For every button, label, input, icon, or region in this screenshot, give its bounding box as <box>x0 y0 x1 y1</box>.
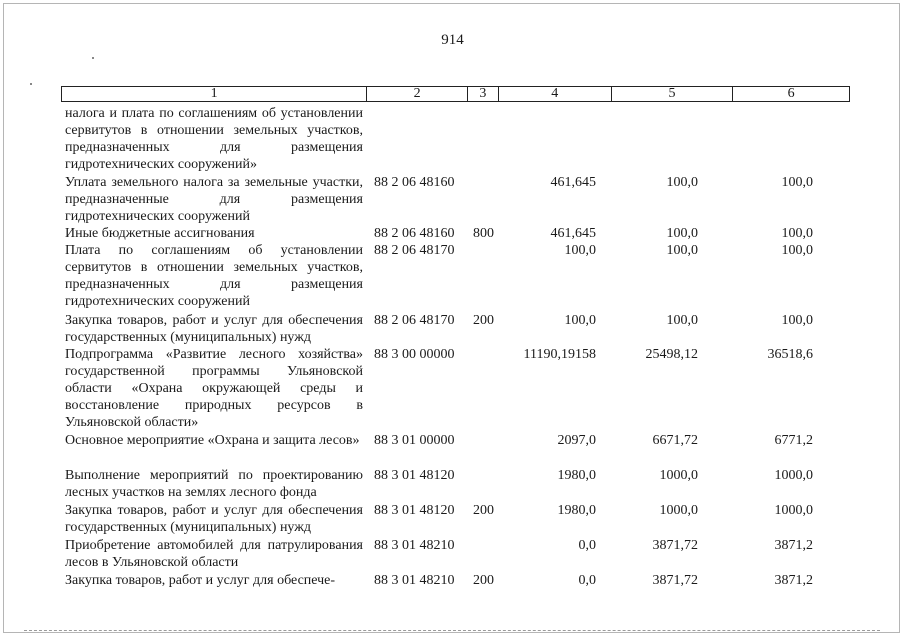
row-vr: 200 <box>473 503 494 518</box>
row-value-col6: 3871,2 <box>774 573 813 588</box>
column-header-1: 1 <box>62 87 367 101</box>
row-value-col5: 6671,72 <box>652 433 698 448</box>
row-value-col4: 461,645 <box>550 226 596 241</box>
row-value-col6: 3871,2 <box>774 538 813 553</box>
row-code: 88 2 06 48160 <box>374 175 455 190</box>
bottom-rule <box>24 630 880 631</box>
row-value-col6: 6771,2 <box>774 433 813 448</box>
row-code: 88 2 06 48160 <box>374 226 455 241</box>
row-name: Закупка товаров, работ и услуг для обеспечения государственных (муниципальных) нужд <box>65 503 363 535</box>
row-value-col6: 100,0 <box>781 226 813 241</box>
row-name: Выполнение мероприятий по проектированию лесных участков на землях лесного фонда <box>65 468 363 500</box>
row-value-col5: 100,0 <box>666 313 698 328</box>
row-vr: 200 <box>473 313 494 328</box>
row-value-col6: 100,0 <box>781 175 813 190</box>
row-value-col4: 0,0 <box>578 538 596 553</box>
row-code: 88 3 00 00000 <box>374 347 455 362</box>
row-value-col6: 100,0 <box>781 313 813 328</box>
row-code: 88 2 06 48170 <box>374 313 455 328</box>
row-vr: 200 <box>473 573 494 588</box>
row-value-col6: 1000,0 <box>774 503 813 518</box>
row-value-col5: 3871,72 <box>652 538 698 553</box>
row-value-col4: 11190,19158 <box>523 347 596 362</box>
row-code: 88 3 01 48210 <box>374 573 455 588</box>
column-header-6: 6 <box>787 86 795 101</box>
row-value-col5: 100,0 <box>666 175 698 190</box>
row-value-col5: 100,0 <box>666 226 698 241</box>
column-header-5: 5 <box>612 87 734 101</box>
row-value-col5: 1000,0 <box>659 503 698 518</box>
row-value-col5: 1000,0 <box>659 468 698 483</box>
row-name: Иные бюджетные ассигнования <box>65 226 255 241</box>
row-name: Основное мероприятие «Охрана и защита лесов» <box>65 433 360 448</box>
row-value-col4: 1980,0 <box>557 468 596 483</box>
scan-speck <box>30 83 32 85</box>
row-name: Закупка товаров, работ и услуг для обеспечения государственных (муниципальных) нужд <box>65 313 363 345</box>
row-value-col5: 25498,12 <box>645 347 698 362</box>
row-name: Уплата земельного налога за земельные участки, предназначенные для размещения гидротехнических сооружений <box>65 175 363 224</box>
row-value-col6: 1000,0 <box>774 468 813 483</box>
row-name: Приобретение автомобилей для патрулирования лесов в Ульяновской области <box>65 538 363 570</box>
row-vr: 800 <box>473 226 494 241</box>
column-header-4: 4 <box>499 87 612 101</box>
row-code: 88 3 01 48120 <box>374 503 455 518</box>
row-name: Подпрограмма «Развитие лесного хозяйства» государственной программы Ульяновской области «Охрана окружающей среды и восстановление природных ресурсов в Ульяновской области» <box>65 347 363 430</box>
row-value-col6: 36518,6 <box>767 347 813 362</box>
scan-speck <box>92 57 94 59</box>
row-value-col6: 100,0 <box>781 243 813 258</box>
table-header <box>61 86 850 102</box>
column-header-3: 3 <box>468 87 499 101</box>
row-value-col5: 100,0 <box>666 243 698 258</box>
row-value-col4: 1980,0 <box>557 503 596 518</box>
row-value-col5: 3871,72 <box>652 573 698 588</box>
row-value-col4: 2097,0 <box>557 433 596 448</box>
row-value-col4: 100,0 <box>564 313 596 328</box>
row-name: Закупка товаров, работ и услуг для обеспече- <box>65 573 336 588</box>
row-code: 88 3 01 48210 <box>374 538 455 553</box>
column-header-2: 2 <box>367 87 468 101</box>
page-number: 914 <box>441 32 464 48</box>
row-name: Плата по соглашениям об установлении сервитутов в отношении земельных участков, предназначенных для размещения гидротехнических сооружений <box>65 243 363 309</box>
row-value-col4: 0,0 <box>578 573 596 588</box>
row-code: 88 3 01 48120 <box>374 468 455 483</box>
row-code: 88 2 06 48170 <box>374 243 455 258</box>
row-value-col4: 100,0 <box>564 243 596 258</box>
row-code: 88 3 01 00000 <box>374 433 455 448</box>
row-value-col4: 461,645 <box>550 175 596 190</box>
row-name: налога и плата по соглашениям об установлении сервитутов в отношении земельных участков, предназначенных для размещения гидротехнических сооружений» <box>65 106 363 172</box>
